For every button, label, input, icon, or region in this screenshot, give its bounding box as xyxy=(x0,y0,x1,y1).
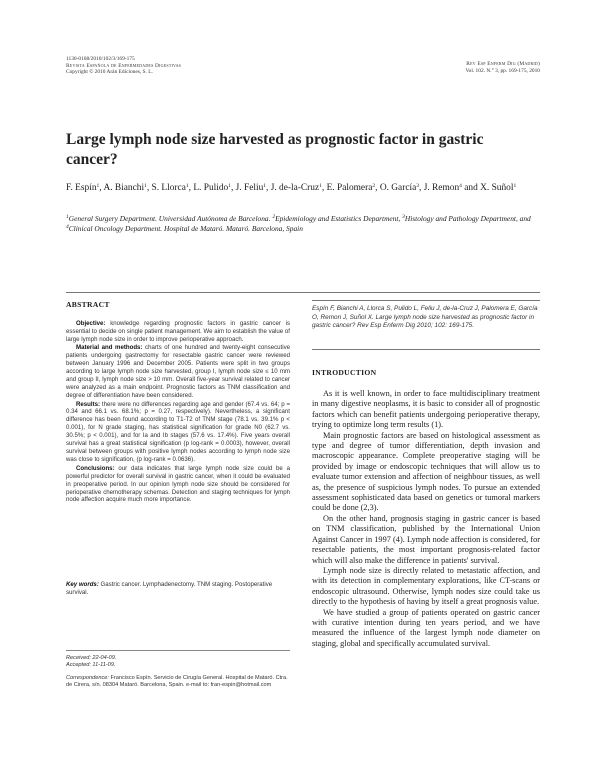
author-affiliation-marker: 1 xyxy=(228,183,231,189)
author-name: E. Palomera xyxy=(326,183,373,193)
intro-paragraph: On the other hand, prognosis staging in gastric cancer is based on TNM classification, published by the International Union Against Cancer in 1997 (4). Lymph node affection is considered, for resectable patients, the most important prognosis-related factor which will also make the difference in patients' survival. xyxy=(312,513,540,565)
author-affiliation-marker: 4 xyxy=(459,183,462,189)
received-date: Received: 22-04-09. xyxy=(66,655,117,661)
abstract-results: Results: there were no differences regarding age and gender (67.4 vs. 64; p = 0.34 and 66.1 vs. 68.1%; p = 0.27, respectively). Nevertheless, a significant difference has been found according to T1-T2 of TNM stage (78.1 vs. 39.1% p < 0.001), for N grade staging, has statistical signification for grade N0 (62.7 vs. 30.5%; p < 0.001), and for Ia and Ib stages (57.6 vs. 17.4%). Five years overall survival has a great statistical signification (p log-rank = 0.0003), however, overall survival between groups with positive lymph nodes according to lymph node size was close to signification, (p log-rank = 0.0636). xyxy=(66,400,290,464)
affiliation-text: Histology and Pathology Department, and xyxy=(404,214,531,223)
running-header-right xyxy=(320,61,540,74)
journal-abbrev: Rev Esp Enferm Dig (Madrid) xyxy=(466,61,540,67)
received-dates xyxy=(66,655,290,670)
author-affiliation-marker: 1 xyxy=(513,183,517,189)
intro-paragraph: As it is well known, in order to face multidisciplinary treatment in many digestive neoplasms, it is basic to consider all of prognostic factors which can benefit patients undergoing perioperative therapy, trying to optimize long term results (1). xyxy=(312,389,540,430)
author-name: F. Espín xyxy=(66,183,97,193)
author-affiliation-marker: 1 xyxy=(319,183,322,189)
journal-name: Revista Española de Enfermedades Digestivas xyxy=(66,62,182,69)
running-header-left xyxy=(66,56,306,76)
accepted-date: Accepted: 11-11-09. xyxy=(66,662,116,669)
affiliation-number: 3 xyxy=(402,214,405,220)
author-affiliation-marker: 1 xyxy=(185,183,189,189)
author-name: X. Suñol xyxy=(480,183,514,193)
footnote-divider xyxy=(66,650,290,651)
intro-paragraph: Lymph node size is directly related to metastatic affection, and with its detection in complementary explorations, like CT-scans or endoscopic ultrasound. Otherwise, lymph nodes size could take us directly to the hypothesis of having by itself a great prognosis value. xyxy=(312,565,540,607)
correspondence xyxy=(66,675,290,690)
abstract-objective: Objective: knowledge regarding prognostic factors in gastric cancer is essential to decide on single patient management. We aim to establish the value of large lymph node size in order to improve perioperative approach. xyxy=(66,320,290,343)
abstract-heading: ABSTRACT xyxy=(66,300,110,309)
intro-paragraph: Main prognostic factors are based on histological assessment as type and degree of tumor differentiation, depth invasion and macroscopic appearance. Complete preoperative staging will be provided by image or endoscopic techniques that will allow us to evaluate tumor extension and affection of neighbour tissues, as well as, the presence of suspicious lymph nodes. To pursue an extended assessment sophisticated data based on genetics or tumoral markers could be done (2,3). xyxy=(312,430,540,513)
introduction-body xyxy=(312,389,540,649)
abstract-body xyxy=(66,320,290,505)
author-name: J. Feliu xyxy=(235,183,264,193)
abstract-conclusions: Conclusions: our data indicates that large lymph node size could be a powerful predictor for overall survival in gastric cancer, when it could be evaluated in preoperative period. In our opinion lymph node size should be considered for perioperative chemotherapy schemas. Detection and staging techniques for lymph node affection acquire much more importance. xyxy=(66,464,290,504)
correspondence-text: Francisco Espín. Servicio de Cirugía General. Hospital de Mataró. Ctra. de Cirera, s/n. 08304 Mataró. Barcelona, Spain. e-mail to: fran-espin@hotmail.com xyxy=(66,675,288,689)
author-name: L. Pulido xyxy=(193,183,229,193)
author-affiliation-marker: 1 xyxy=(96,183,100,189)
author-affiliation-marker: 1 xyxy=(263,183,267,189)
paper-title: Large lymph node size harvested as prognostic factor in gastric cancer? xyxy=(66,131,484,168)
correspondence-label: Correspondence: xyxy=(66,675,109,681)
section-divider xyxy=(66,292,540,293)
keywords-label: Key words: xyxy=(66,581,99,588)
affiliation-number: 1 xyxy=(66,214,69,220)
volume-line: Vol. 102. N.° 3, pp. 169-175, 2010 xyxy=(465,67,540,74)
copyright-line: Copyright © 2010 Arán Ediciones, S. L. xyxy=(66,69,153,76)
introduction-heading: INTRODUCTION xyxy=(312,368,377,377)
affiliation-text: Epidemiology and Estatistics Department, xyxy=(275,214,403,223)
affiliation-text: Clinical Oncology Department. Hospital de Mataró. Mataró. Barcelona, Spain xyxy=(68,224,303,234)
author-name: S. Llorca xyxy=(151,183,186,193)
author-affiliation-marker: 3 xyxy=(416,183,420,189)
author-list: F. Espín$^1$, A. Bianchi$^1$, S. Llorca$^1$, L. Pulido$^1$, J. Feliu$^1$, J. de-la-Cruz$^1$, E. Palomera$^2$, O. García$^3$, J. Remon$^4$ and X. Suñol$^1$ xyxy=(66,183,517,193)
citation-divider-bottom xyxy=(312,349,540,350)
citation: Espín F, Bianchi A, Llorca S, Pulido L, Feliu J, de-la-Cruz J, Palomera E, García O, Remon J, Suñol X. Large lymph node size harvested as prognostic factor in gastric cancer? Rev Esp Enferm Dig 2010; 102: 169-175. xyxy=(312,305,538,330)
affiliations xyxy=(66,214,546,234)
author-affiliation-marker: 2 xyxy=(372,183,376,189)
keywords xyxy=(66,581,290,597)
citation-divider-top xyxy=(312,300,540,301)
author-affiliation-marker: 1 xyxy=(144,183,147,189)
author-name: A. Bianchi xyxy=(103,183,145,193)
intro-paragraph: We have studied a group of patients operated on gastric cancer with curative intention during ten years period, and we have measured the influence of the largest lymph node diameter on staging, global and specifically accumulated survival. xyxy=(312,607,540,648)
author-name: J. Remon xyxy=(423,183,460,193)
keywords-text: Gastric cancer. Lymphadenectomy. TNM staging. Postoperative survival. xyxy=(66,581,273,596)
affiliation-number: 2 xyxy=(272,214,276,220)
author-name: J. de-la-Cruz xyxy=(270,183,320,193)
abstract-methods: Material and methods: charts of one hundred and twenty-eight consecutive patients undergoing gastrectomy for resectable gastric cancer were reviewed between January 1996 and December 2005. Patients were split in two groups according to large lymph node size harvested, group I, lymph node size ≤ 10 mm and group II, lymph node size > 10 mm. Overall five-year survival related to cancer were analyzed as a main endpoint. Prognostic factors as TNM classification and degree of differentiation have been considered. xyxy=(66,344,290,400)
affiliation-text: General Surgery Department. Universidad Autónoma de Barcelona. xyxy=(68,214,273,223)
author-name: O. García xyxy=(379,183,417,193)
issn-line: 1130-0108/2010/102/3/169-175 xyxy=(66,56,135,62)
affiliation-number: 4 xyxy=(66,224,69,231)
